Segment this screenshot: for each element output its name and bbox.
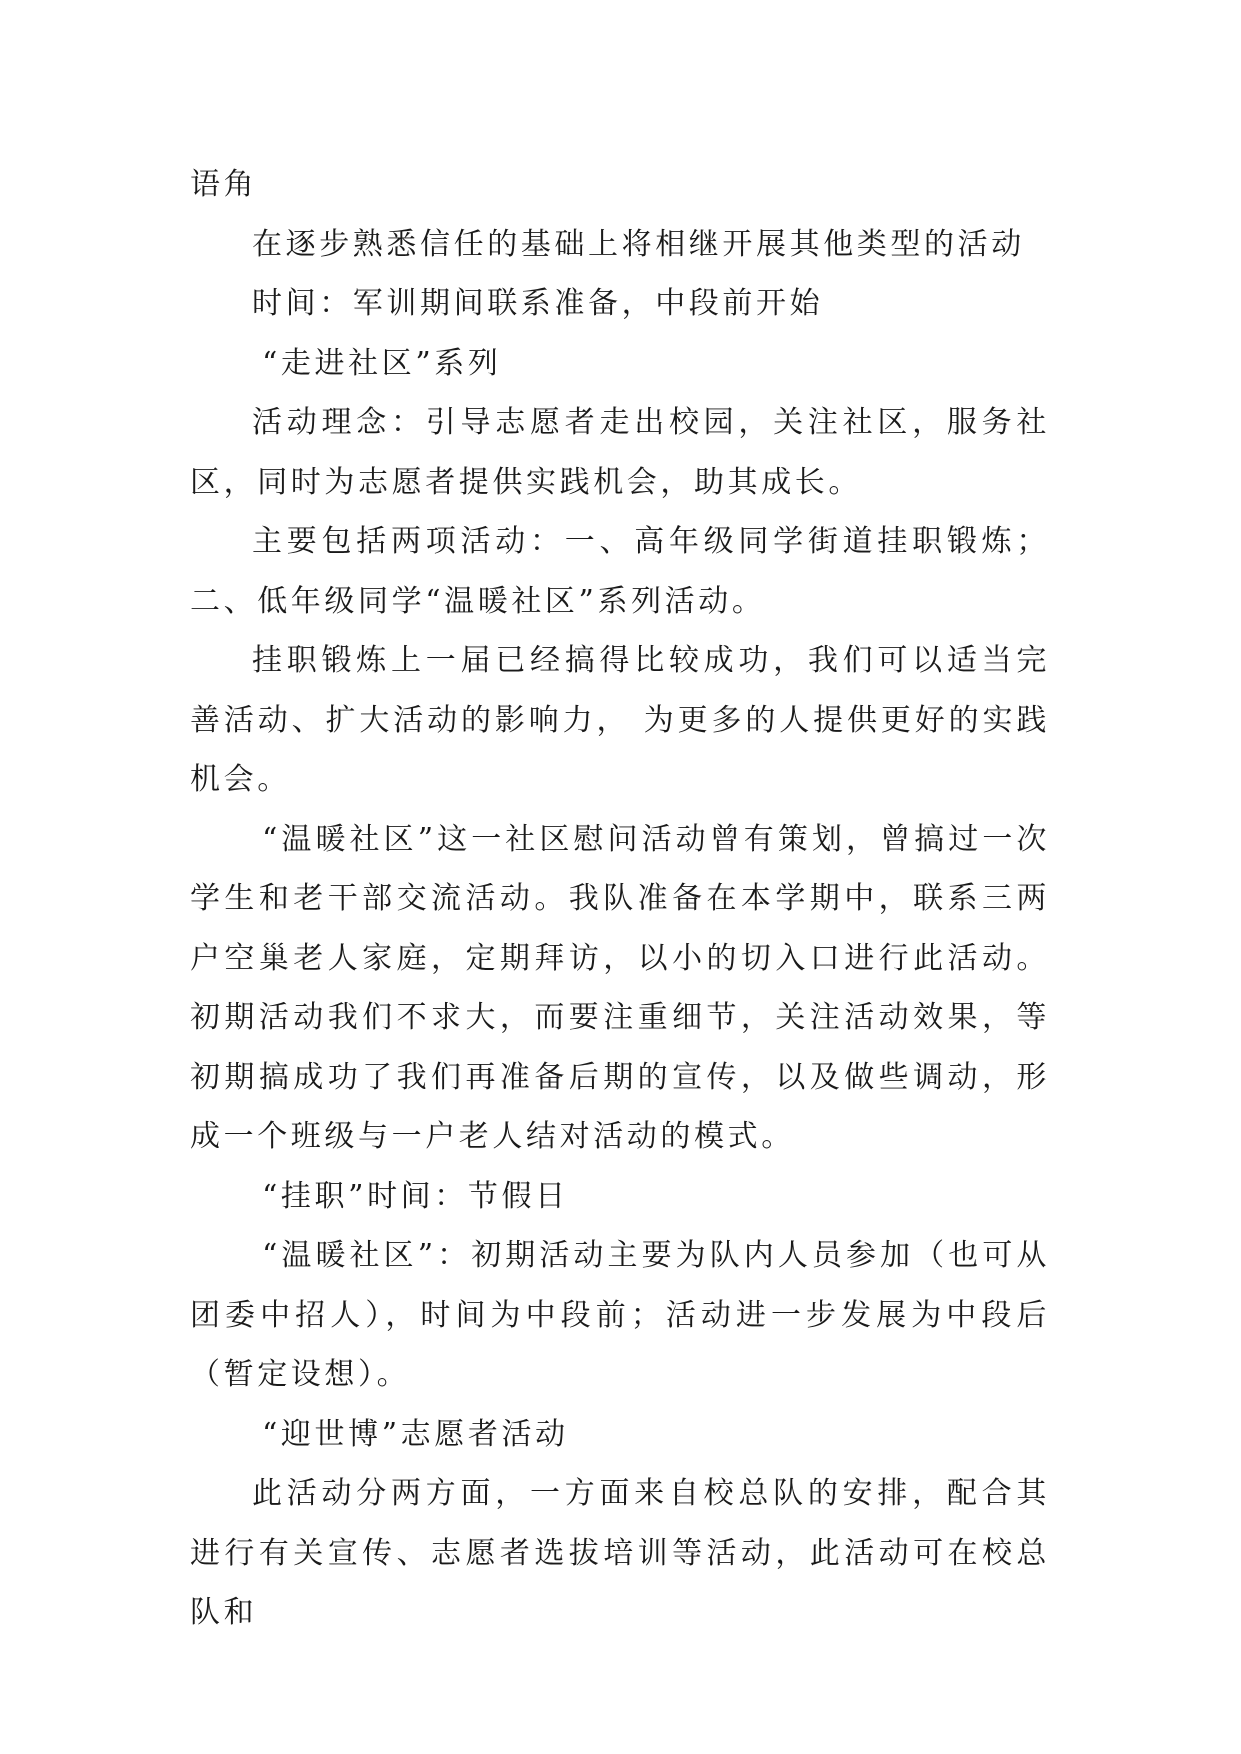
paragraph-warm-community: “温暖社区”这一社区慰问活动曾有策划，曾搞过一次学生和老干部交流活动。我队准备在本学期中，联系三两户空巢老人家庭，定期拜访，以小的切入口进行此活动。初期活动我们不求大，而要注重细节，关注活动效果，等初期搞成功了我们再准备后期的宣传，以及做些调动，形成一个班级与一户老人结对活动的模式。 (190, 821, 1050, 1154)
paragraph-activity-concept: 活动理念：引导志愿者走出校园，关注社区，服务社区，同时为志愿者提供实践机会，助其成长。 (190, 405, 1050, 500)
paragraph-time-schedule: 时间：军训期间联系准备，中段前开始 (252, 286, 824, 321)
section-heading-community-series: “走进社区”系列 (262, 345, 502, 381)
paragraph-continuation: 语角 (190, 167, 258, 202)
document-body (190, 155, 1050, 1643)
paragraph-other-activities: 在逐步熟悉信任的基础上将相继开展其他类型的活动 (252, 226, 1025, 262)
paragraph-post-training: 挂职锻炼上一届已经搞得比较成功，我们可以适当完善活动、扩大活动的影响力， 为更多的人提供更好的实践机会。 (190, 643, 1050, 797)
section-heading-expo-volunteers: “迎世博”志愿者活动 (262, 1416, 569, 1452)
paragraph-expo-description: 此活动分两方面，一方面来自校总队的安排，配合其进行有关宣传、志愿者选拔培训等活动，此活动可在校总队和 (190, 1476, 1050, 1630)
paragraph-post-time: “挂职”时间：节假日 (262, 1178, 569, 1214)
paragraph-two-activities: 主要包括两项活动：一、高年级同学街道挂职锻炼；二、低年级同学“温暖社区”系列活动。 (190, 524, 1050, 619)
paragraph-warm-community-time: “温暖社区”：初期活动主要为队内人员参加（也可从团委中招人），时间为中段前；活动进一步发展为中段后（暂定设想）。 (190, 1238, 1050, 1392)
